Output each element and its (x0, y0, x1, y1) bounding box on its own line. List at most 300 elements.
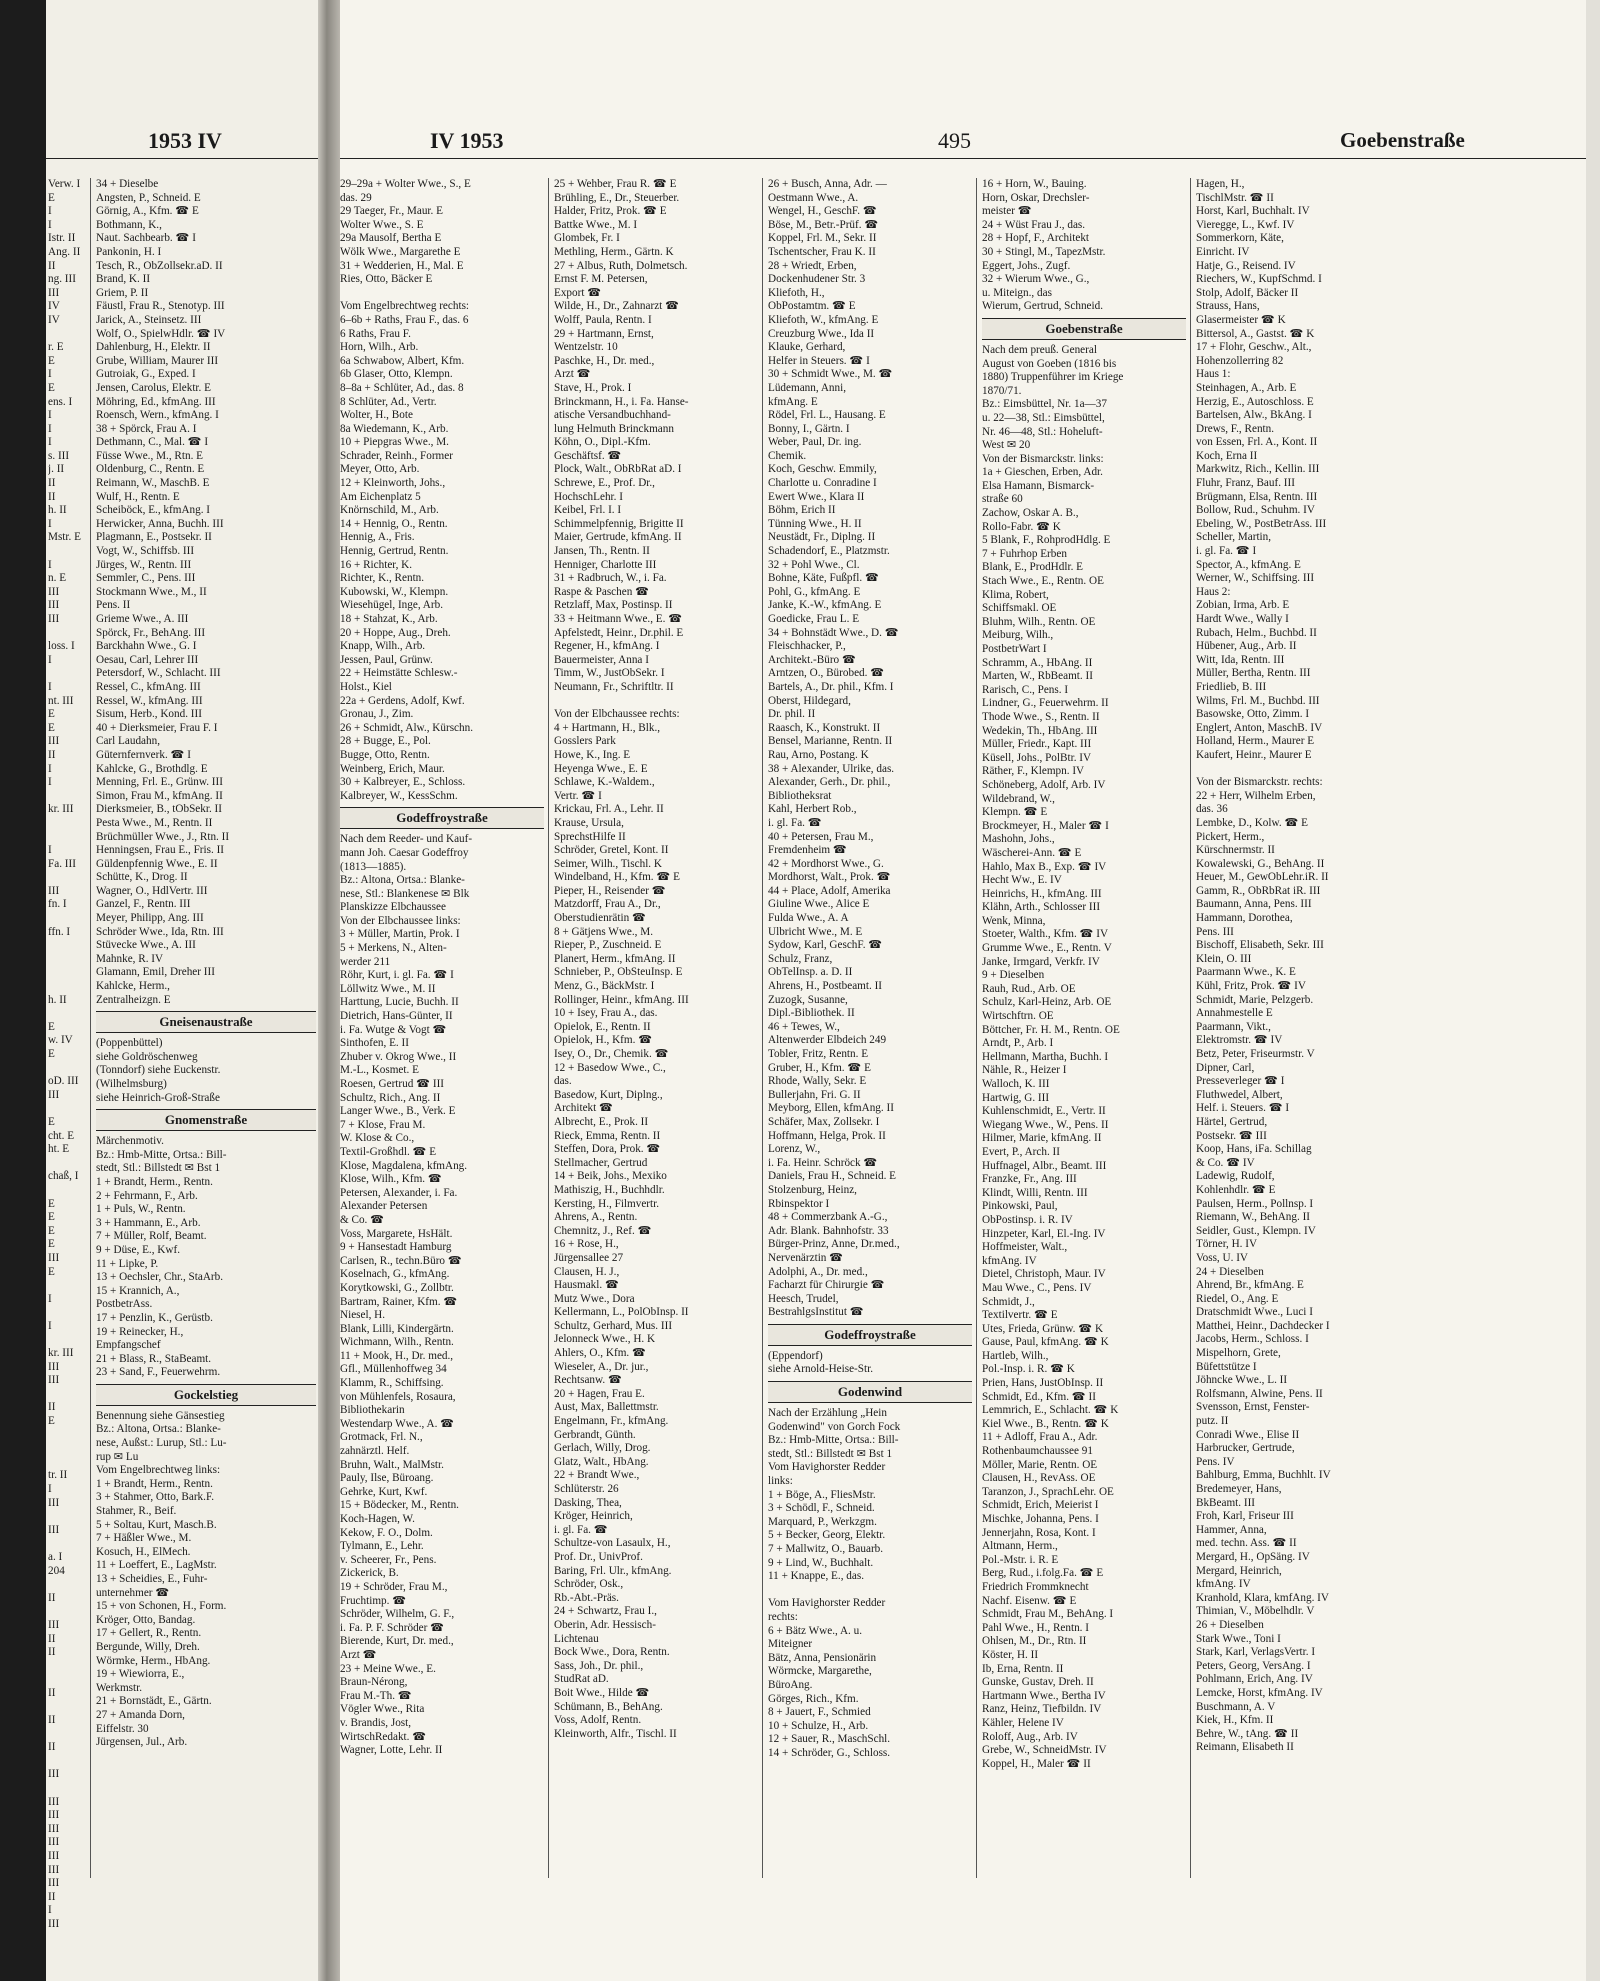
directory-entry: Mutz Wwe., Dora (554, 1292, 635, 1305)
directory-entry (340, 287, 544, 301)
directory-entry: lung Helmuth Brinckmann (554, 422, 674, 435)
directory-entry: Schmidt, Ed., Kfm. ☎ II (982, 1390, 1096, 1403)
margin-fragment: I (48, 762, 52, 775)
directory-entry: Güldenpfennig Wwe., E. II (96, 857, 218, 870)
directory-entry: Hartwig, G. III (982, 1091, 1050, 1104)
directory-entry: Voss, U. IV (1196, 1251, 1249, 1264)
directory-entry: Pankonin, H. I (96, 245, 162, 258)
directory-entry: Arntzen, O., Bürobed. ☎ (768, 667, 885, 680)
directory-entry: Wierum, Gertrud, Schneid. (982, 300, 1104, 313)
directory-entry: Sommerkorn, Käte, (1196, 232, 1284, 245)
directory-entry: Kaufert, Heinr., Maurer E (1196, 748, 1312, 761)
directory-entry: Hardt Wwe., Wally I (1196, 613, 1289, 625)
margin-fragment: h. II (48, 993, 67, 1006)
directory-entry: Müller, Friedr., Kapt. III (982, 738, 1092, 751)
directory-entry: Voss, Adolf, Rentn. (554, 1714, 642, 1727)
directory-entry: Harbrucker, Gertrude, (1196, 1442, 1295, 1455)
directory-entry: Jürgensallee 27 (554, 1251, 624, 1264)
margin-fragment: II (48, 259, 56, 272)
directory-entry: Arzt ☎ (554, 368, 591, 381)
margin-fragment (48, 1429, 88, 1443)
directory-entry: Heyenga Wwe., E. E (554, 762, 648, 775)
directory-entry: Kuhlenschmidt, E., Vertr. II (982, 1105, 1106, 1118)
directory-entry: 21 + Bornstädt, E., Gärtn. (96, 1695, 212, 1708)
directory-entry: Wagner, Lotte, Lehr. II (340, 1744, 443, 1757)
directory-entry: Gamm, R., ObRbRat iR. III (1196, 884, 1321, 897)
directory-entry: 7 + Klose, Frau M. (340, 1118, 426, 1131)
directory-entry: Lindner, G., Feuerwehrm. II (982, 697, 1109, 710)
directory-entry: Bz.: Hmb-Mitte, Ortsa.: Bill- (96, 1148, 227, 1161)
margin-fragment: kr. III (48, 1347, 74, 1360)
directory-entry: Ressel, C., kfmAng. III (96, 680, 201, 693)
directory-entry: meister ☎ (982, 205, 1032, 218)
directory-entry: Bullerjahn, Fri. G. II (768, 1088, 861, 1101)
directory-entry: Fremdenheim ☎ (768, 844, 847, 857)
directory-entry: Blank, E., ProdHdlr. E (982, 561, 1083, 574)
directory-entry: Klauke, Gerhard, (768, 341, 846, 354)
directory-entry: Schulz, Karl-Heinz, Arb. OE (982, 996, 1112, 1009)
directory-entry: Paarmann, Vikt., (1196, 1020, 1271, 1033)
directory-entry: Fäustl, Frau R., Stenotyp. III (96, 300, 225, 313)
directory-entry: Lemmrich, E., Schlacht. ☎ K (982, 1404, 1119, 1417)
directory-entry: Brand, K. II (96, 273, 151, 286)
margin-fragment: III (48, 613, 60, 625)
directory-entry: Hatje, G., Reisend. IV (1196, 259, 1296, 272)
directory-entry: Hausmakl. ☎ (554, 1279, 619, 1292)
directory-column-2 (340, 178, 544, 1758)
directory-entry: Gause, Paul, kfmAng. ☎ K (982, 1336, 1109, 1349)
directory-entry: i. gl. Fa. ☎ (554, 1523, 608, 1536)
margin-fragment: II (48, 1686, 56, 1699)
directory-entry: Bahlburg, Emma, Buchhlt. IV (1196, 1469, 1331, 1482)
directory-entry: Petersen, Alexander, i. Fa. (340, 1186, 458, 1199)
directory-entry: 2 + Fehrmann, F., Arb. (96, 1189, 198, 1202)
directory-entry: Gfl., Müllenhoffweg 34 (340, 1363, 447, 1376)
margin-fragment: E (48, 191, 55, 204)
directory-entry: Böse, M., Betr.-Prüf. ☎ (768, 218, 879, 231)
directory-entry: Bischoff, Elisabeth, Sekr. III (1196, 939, 1324, 952)
margin-fragment (48, 966, 88, 980)
directory-entry: 17 + Flohr, Geschw., Alt., (1196, 341, 1312, 354)
directory-entry: Wäscherei-Ann. ☎ E (982, 846, 1082, 859)
directory-entry: Klamm, R., Schiffsing. (340, 1377, 444, 1390)
directory-entry: Textil-Großhdl. ☎ E (340, 1145, 437, 1158)
directory-entry: & Co. ☎ IV (1196, 1156, 1255, 1169)
directory-entry: BestrahlgsInstitut ☎ (768, 1306, 864, 1319)
margin-fragment: h. II (48, 504, 67, 517)
directory-entry: Am Eichenplatz 5 (340, 490, 421, 503)
directory-entry: Opielok, H., Kfm. ☎ (554, 1034, 653, 1047)
directory-entry: 11 + Loeffert, E., LagMstr. (96, 1559, 217, 1572)
margin-fragment: II (48, 490, 56, 503)
directory-entry: Schöneberg, Adolf, Arb. IV (982, 778, 1106, 791)
directory-entry: Bibliotheksrat (768, 789, 832, 802)
directory-entry: Pohl, G., kfmAng. E (768, 585, 861, 598)
directory-entry: links: (768, 1475, 793, 1488)
directory-entry: BkBeamt. III (1196, 1496, 1256, 1509)
margin-fragment: III (48, 1374, 60, 1387)
margin-fragment: I (48, 1319, 52, 1332)
directory-entry: Schrader, Reinh., Former (340, 449, 453, 462)
directory-entry: 25 + Wehber, Frau R. ☎ E (554, 178, 677, 190)
directory-entry: 7 + Müller, Rolf, Beamt. (96, 1230, 207, 1243)
directory-entry: Wirtschftrn. OE (982, 1010, 1054, 1023)
directory-entry: Maier, Gertrude, kfmAng. II (554, 531, 682, 544)
directory-entry: Matthei, Heinr., Dachdecker I (1196, 1319, 1330, 1332)
margin-fragment: III (48, 1877, 60, 1890)
directory-entry: Oberst, Hildegard, (768, 694, 851, 707)
directory-entry: Bittersol, A., Gastst. ☎ K (1196, 327, 1315, 340)
directory-entry (768, 1584, 972, 1598)
margin-fragment: III (48, 1850, 60, 1863)
directory-entry: (1813—1885). (340, 860, 407, 873)
directory-entry: 34 + Dieselbe (96, 178, 159, 190)
directory-entry: 7 + Häßler Wwe., M. (96, 1532, 192, 1545)
directory-entry: Heinrichs, H., kfmAng. III (982, 887, 1102, 900)
directory-entry: Rollo-Fabr. ☎ K (982, 520, 1061, 533)
margin-fragment: E (48, 721, 55, 734)
directory-entry: Textilvertr. ☎ E (982, 1309, 1058, 1322)
directory-entry: 9 + Dieselben (982, 969, 1045, 982)
directory-entry: Von der Bismarckstr. rechts: (1196, 776, 1323, 789)
directory-entry: Hübener, Aug., Arb. II (1196, 640, 1297, 653)
directory-entry: 17 + Gellert, R., Rentn. (96, 1627, 202, 1640)
directory-entry: stedt, Stl.: Billstedt ✉ Bst 1 (768, 1447, 893, 1460)
margin-fragment: III (48, 286, 60, 299)
margin-fragment: ens. I (48, 395, 73, 408)
directory-entry: Jennerjahn, Rosa, Kont. I (982, 1526, 1096, 1539)
margin-fragment (48, 912, 88, 926)
directory-entry: kfmAng. IV (1196, 1578, 1251, 1591)
directory-entry: Ganzel, F., Rentn. III (96, 898, 191, 911)
directory-entry: Wieseler, A., Dr. jur., (554, 1360, 649, 1373)
directory-entry: Utes, Frieda, Grünw. ☎ K (982, 1322, 1104, 1335)
directory-entry: Steffen, Dora, Prok. ☎ (554, 1143, 661, 1156)
margin-fragment: III (48, 585, 60, 598)
directory-entry: Franzke, Fr., Ang. III (982, 1173, 1077, 1186)
directory-entry: Bz.: Altona, Ortsa.: Blanke- (340, 874, 465, 887)
margin-fragment (48, 939, 88, 953)
directory-entry: Brühling, E., Dr., Steuerber. (554, 191, 680, 204)
margin-fragment: II (48, 1646, 56, 1659)
directory-entry: Harttung, Lucie, Buchh. II (340, 996, 459, 1009)
directory-entry: HochschLehr. I (554, 490, 623, 503)
directory-entry: 11 + Lipke, P. (96, 1257, 159, 1270)
directory-entry: 24 + Schwartz, Frau I., (554, 1605, 657, 1618)
directory-entry: Timm, W., JustObSekr. I (554, 667, 665, 680)
directory-entry: Törner, H. IV (1196, 1238, 1258, 1251)
directory-entry: Böhm, Erich II (768, 504, 836, 517)
margin-fragment: ffn. I (48, 925, 71, 938)
street-heading: Godeffroystraße (340, 807, 544, 829)
directory-entry: 9 + Lind, W., Buchhalt. (768, 1556, 874, 1569)
directory-entry: Nach dem preuß. General (982, 343, 1097, 356)
directory-entry: Kliefoth, W., kfmAng. E (768, 313, 879, 326)
directory-entry: Schadendorf, E., Platzmstr. (768, 545, 890, 558)
directory-entry: Matzdorff, Frau A., Dr., (554, 898, 661, 911)
directory-entry: Simon, Frau M., kfmAng. II (96, 789, 223, 802)
directory-entry: Klose, Wilh., Kfm. ☎ (340, 1173, 442, 1186)
directory-entry: Henningsen, Frau E., Fris. II (96, 844, 225, 857)
directory-entry: 7 + Mallwitz, O., Bauarb. (768, 1543, 884, 1555)
directory-entry: Opielok, E., Rentn. II (554, 1020, 651, 1033)
directory-entry: Hennig, A., Fris. (340, 531, 415, 544)
directory-entry: Eggert, Johs., Zugf. (982, 259, 1071, 272)
directory-entry: Müller, Bertha, Rentn. III (1196, 667, 1311, 680)
directory-entry: Holst., Kiel (340, 680, 392, 693)
directory-entry: Vögler Wwe., Rita (340, 1703, 425, 1716)
directory-entry: Blank, Lilli, Kindergärtn. (340, 1322, 454, 1335)
directory-entry: Schröder Wwe., Ida, Rtn. III (96, 925, 224, 938)
directory-entry: Wolf, O., SpielwHdlr. ☎ IV (96, 327, 226, 340)
directory-entry: ObPostinsp. i. R. IV (982, 1213, 1073, 1226)
directory-entry: Vom Engelbrechtweg rechts: (340, 300, 470, 313)
directory-entry: Dietrich, Hans-Günter, II (340, 1010, 453, 1023)
directory-entry: werder 211 (340, 955, 391, 968)
directory-entry: Strauss, Hans, (1196, 300, 1260, 313)
margin-fragment: chaß, I (48, 1170, 79, 1183)
directory-entry: Scheller, Martin, (1196, 531, 1272, 544)
margin-fragment: E (48, 708, 55, 721)
margin-fragment: IV (48, 313, 60, 326)
directory-entry: Mergard, H., OpSäng. IV (1196, 1550, 1310, 1563)
street-heading: Gneisenaustraße (96, 1011, 316, 1033)
directory-entry: Aust, Max, Ballettmstr. (554, 1401, 659, 1414)
directory-entry: Rb.-Abt.-Präs. (554, 1591, 619, 1604)
directory-entry: Märchenmotiv. (96, 1135, 164, 1148)
column-separator (1190, 178, 1191, 1878)
directory-entry: Kohlenhdlr. ☎ E (1196, 1183, 1276, 1196)
directory-entry: Richter, K., Rentn. (340, 572, 425, 585)
book-gutter (318, 0, 340, 1981)
margin-fragment (48, 1442, 88, 1456)
directory-entry: Raasch, K., Konstrukt. II (768, 721, 881, 734)
margin-fragment (48, 1510, 88, 1524)
directory-entry: Reimann, Elisabeth II (1196, 1741, 1294, 1754)
margin-fragment: tr. II (48, 1469, 68, 1482)
directory-entry: Horn, Oskar, Drechsler- (982, 191, 1090, 204)
directory-entry: Wedekin, Th., HbAng. III (982, 724, 1098, 737)
directory-entry: Zobian, Irma, Arb. E (1196, 599, 1290, 612)
directory-entry: Geschäftsf. ☎ (554, 449, 622, 462)
margin-fragment (48, 871, 88, 885)
directory-entry: Prof. Dr., UnivProf. (554, 1550, 643, 1563)
directory-entry: Wölk Wwe., Margarethe E (340, 245, 461, 258)
directory-entry: Kühl, Fritz, Prok. ☎ IV (1196, 980, 1306, 993)
directory-entry: Bartelsen, Alw., BkAng. I (1196, 409, 1312, 422)
directory-entry: Schimmelpfennig, Brigitte II (554, 517, 684, 530)
directory-entry: BüroAng. (768, 1678, 813, 1691)
directory-entry: Chemik. (768, 449, 807, 462)
margin-fragment: I (48, 409, 52, 422)
directory-entry: Vertr. ☎ I (554, 789, 602, 802)
directory-entry: 24 + Wüst Frau J., das. (982, 218, 1086, 231)
directory-entry: Gutroiak, G., Exped. I (96, 368, 196, 381)
margin-fragment: I (48, 218, 52, 231)
directory-entry: 1880) Truppenführer im Kriege (982, 371, 1124, 384)
directory-entry: Elsa Hamann, Bismarck- (982, 479, 1095, 492)
directory-entry: Oberin, Adr. Hessisch- (554, 1618, 656, 1631)
directory-entry: Bergunde, Willy, Dreh. (96, 1640, 200, 1653)
directory-entry: 11 + Knappe, E., das. (768, 1570, 864, 1583)
directory-entry: Heesch, Trudel, (768, 1292, 839, 1305)
directory-entry: Alexander, Gerh., Dr. phil., (768, 776, 891, 789)
directory-entry: Bohne, Käte, Fußpfl. ☎ (768, 572, 879, 585)
margin-fragment (48, 831, 88, 845)
directory-entry: Pol.-Insp. i. R. ☎ K (982, 1363, 1075, 1376)
directory-entry: nese, Außst.: Lurup, Stl.: Lu- (96, 1437, 227, 1450)
directory-entry: i. gl. Fa. ☎ I (1196, 545, 1257, 558)
directory-entry: 40 + Dierksmeier, Frau F. I (96, 721, 218, 734)
margin-fragment: E (48, 354, 55, 367)
directory-entry: Daniels, Frau H., Schneid. E (768, 1170, 897, 1183)
directory-entry: 26 + Dieselben (1196, 1618, 1264, 1631)
directory-entry: Pieper, H., Reisender ☎ (554, 884, 666, 897)
directory-entry: Albrecht, E., Prok. II (554, 1115, 649, 1128)
directory-entry: Keibel, Frl. I. I (554, 504, 622, 517)
margin-fragment: III (48, 735, 60, 748)
directory-entry: Fruchtimp. ☎ (340, 1594, 407, 1607)
directory-entry: 38 + Spörck, Frau A. I (96, 422, 197, 435)
directory-entry: Herzig, E., Autoschloss. E (1196, 395, 1314, 408)
directory-entry: Wenk, Minna, (982, 914, 1046, 927)
margin-fragment: III (48, 1809, 60, 1822)
directory-entry: Bz.: Hmb-Mitte, Ortsa.: Bill- (768, 1434, 899, 1447)
margin-fragment: III (48, 1768, 60, 1781)
margin-fragment: III (48, 1618, 60, 1631)
directory-entry: Kahlcke, Herm., (96, 980, 170, 993)
directory-entry: Wildebrand, W., (982, 792, 1055, 805)
directory-entry: Jessen, Paul, Grünw. (340, 653, 433, 666)
directory-entry: Ressel, W., kfmAng. III (96, 694, 203, 707)
directory-entry: 29 + Hartmann, Ernst, (554, 327, 654, 340)
directory-entry: Fulda Wwe., A. A (768, 912, 849, 925)
directory-entry: Ranz, Heinz, Tiefbildn. IV (982, 1703, 1102, 1716)
directory-entry: Rödel, Frl. L., Hausang. E (768, 409, 886, 422)
directory-entry: 14 + Hennig, O., Rentn. (340, 517, 448, 530)
directory-entry: Bz.: Eimsbüttel, Nr. 1a—37 (982, 398, 1107, 411)
directory-entry: 20 + Hagen, Frau E. (554, 1387, 645, 1400)
margin-fragment: ht. E (48, 1143, 70, 1156)
directory-entry: u. 22—38, Stl.: Eimsbüttel, (982, 411, 1105, 424)
directory-entry: Pahl Wwe., H., Rentn. I (982, 1621, 1089, 1634)
directory-entry: Oberstudienrätin ☎ (554, 912, 646, 925)
margin-fragment: III (48, 1822, 60, 1835)
directory-entry: (Tonndorf) siehe Euckenstr. (96, 1064, 221, 1077)
directory-entry: 9 + Hansestadt Hamburg (340, 1241, 452, 1254)
directory-entry: Schäfer, Max, Zollsekr. I (768, 1115, 880, 1128)
directory-entry: Angsten, P., Schneid. E (96, 191, 201, 204)
directory-entry: Herwicker, Anna, Buchh. III (96, 517, 224, 530)
directory-entry: rechts: (768, 1610, 798, 1623)
directory-entry: Planskizze Elbchaussee (340, 901, 446, 914)
directory-entry: Schmidt, Erich, Meierist I (982, 1499, 1099, 1512)
directory-entry: 26 + Busch, Anna, Adr. — (768, 178, 887, 190)
directory-entry: 12 + Sauer, R., MaschSchl. (768, 1733, 891, 1746)
directory-entry: Barckhahn Wwe., G. I (96, 640, 197, 653)
margin-fragment (48, 1306, 88, 1320)
directory-entry: Sinthofen, E. II (340, 1037, 409, 1050)
directory-entry: Jürges, W., Rentn. III (96, 558, 192, 571)
directory-entry: Brockmeyer, H., Maler ☎ I (982, 819, 1109, 832)
directory-entry: 8a Wiedemann, K., Arb. (340, 422, 449, 435)
directory-entry: Bluhm, Wilh., Rentn. OE (982, 615, 1096, 628)
directory-entry: 40 + Petersen, Frau M., (768, 830, 874, 843)
directory-entry: Hammann, Dorothea, (1196, 912, 1293, 925)
directory-entry: Löllwitz Wwe., M. II (340, 982, 436, 995)
directory-entry: Apfelstedt, Heinr., Dr.phil. E (554, 626, 684, 639)
directory-entry: M.-L., Kosmet. E (340, 1064, 419, 1077)
directory-entry: Koselnach, G., kfmAng. (340, 1268, 450, 1281)
directory-entry: Ahrens, A., Rentn. (554, 1211, 638, 1224)
margin-fragment: II (48, 1714, 56, 1727)
margin-fragment: E (48, 1197, 55, 1210)
directory-entry: Bensel, Marianne, Rentn. II (768, 735, 893, 748)
directory-entry: Altenwerder Elbdeich 249 (768, 1034, 887, 1047)
directory-entry: Lemcke, Horst, kfmAng. IV (1196, 1686, 1323, 1699)
directory-entry: Kekow, F. O., Dolm. (340, 1526, 433, 1539)
directory-entry: Witt, Ida, Rentn. III (1196, 653, 1285, 666)
directory-entry: Horn, Wilh., Arb. (340, 341, 419, 354)
right-page-year-header: IV 1953 (430, 128, 504, 153)
directory-entry: Dietel, Christoph, Maur. IV (982, 1268, 1106, 1281)
margin-fragment: Fa. III (48, 857, 76, 870)
directory-entry: 16 + Horn, W., Bauing. (982, 178, 1087, 190)
directory-entry: 38 + Alexander, Ulrike, das. (768, 762, 895, 775)
directory-entry: Glatz, Walt., HbAng. (554, 1455, 649, 1468)
directory-entry: Von der Elbchaussee rechts: (554, 708, 680, 721)
directory-entry: Ewert Wwe., Klara II (768, 490, 865, 503)
directory-entry: Tesch, R., ObZollsekr.aD. II (96, 259, 223, 272)
directory-entry: Raspe & Paschen ☎ (554, 585, 650, 598)
directory-entry: Semmler, C., Pens. III (96, 572, 196, 585)
directory-entry: 46 + Tewes, W., (768, 1020, 840, 1033)
directory-entry: Horst, Karl, Buchhalt. IV (1196, 205, 1310, 218)
directory-entry: Grube, William, Maurer III (96, 354, 219, 367)
margin-fragment: oD. III (48, 1075, 79, 1088)
directory-entry: 5 + Soltau, Kurt, Masch.B. (96, 1518, 217, 1531)
directory-entry: Dasking, Thea, (554, 1496, 622, 1509)
margin-fragment: III (48, 1836, 60, 1849)
directory-entry: Rauh, Rud., Arb. OE (982, 982, 1076, 995)
directory-entry: Krause, Ursula, (554, 816, 624, 829)
directory-entry: 29–29a + Wolter Wwe., S., E (340, 178, 471, 190)
directory-entry: Kähler, Helene IV (982, 1716, 1064, 1729)
directory-entry: 20 + Hoppe, Aug., Dreh. (340, 626, 451, 639)
directory-entry: Postsekr. ☎ III (1196, 1129, 1267, 1142)
margin-fragment: III (48, 1863, 60, 1876)
directory-entry: Zentralheizgn. E (96, 993, 171, 1006)
margin-fragment (48, 627, 88, 641)
directory-entry: Zachow, Oskar A. B., (982, 507, 1079, 520)
directory-entry: Schümann, B., BehAng. (554, 1700, 663, 1713)
directory-entry: Hinzpeter, Karl, El.-Ing. IV (982, 1227, 1106, 1240)
directory-entry: Ib, Erna, Rentn. II (982, 1662, 1064, 1675)
directory-entry: Roensch, Wern., kfmAng. I (96, 409, 219, 422)
directory-entry: Schnieber, P., ObSteuInsp. E (554, 966, 683, 979)
margin-fragment (48, 1673, 88, 1687)
running-street-header: Goebenstraße (1340, 128, 1465, 152)
directory-entry: Fluhr, Franz, Bauf. III (1196, 477, 1295, 490)
directory-entry: 3 + Schödl, F., Schneid. (768, 1502, 875, 1515)
directory-entry: von Mühlenfels, Rosaura, (340, 1390, 456, 1403)
directory-entry: Methling, Herm., Gärtn. K (554, 245, 674, 258)
directory-entry: Hoffmeister, Walt., (982, 1241, 1068, 1254)
margin-fragment (48, 1279, 88, 1293)
directory-entry: u. Miteign., das (982, 286, 1052, 299)
directory-entry: Rubach, Helm., Buchbd. II (1196, 626, 1317, 639)
margin-fragment: II (48, 748, 56, 761)
